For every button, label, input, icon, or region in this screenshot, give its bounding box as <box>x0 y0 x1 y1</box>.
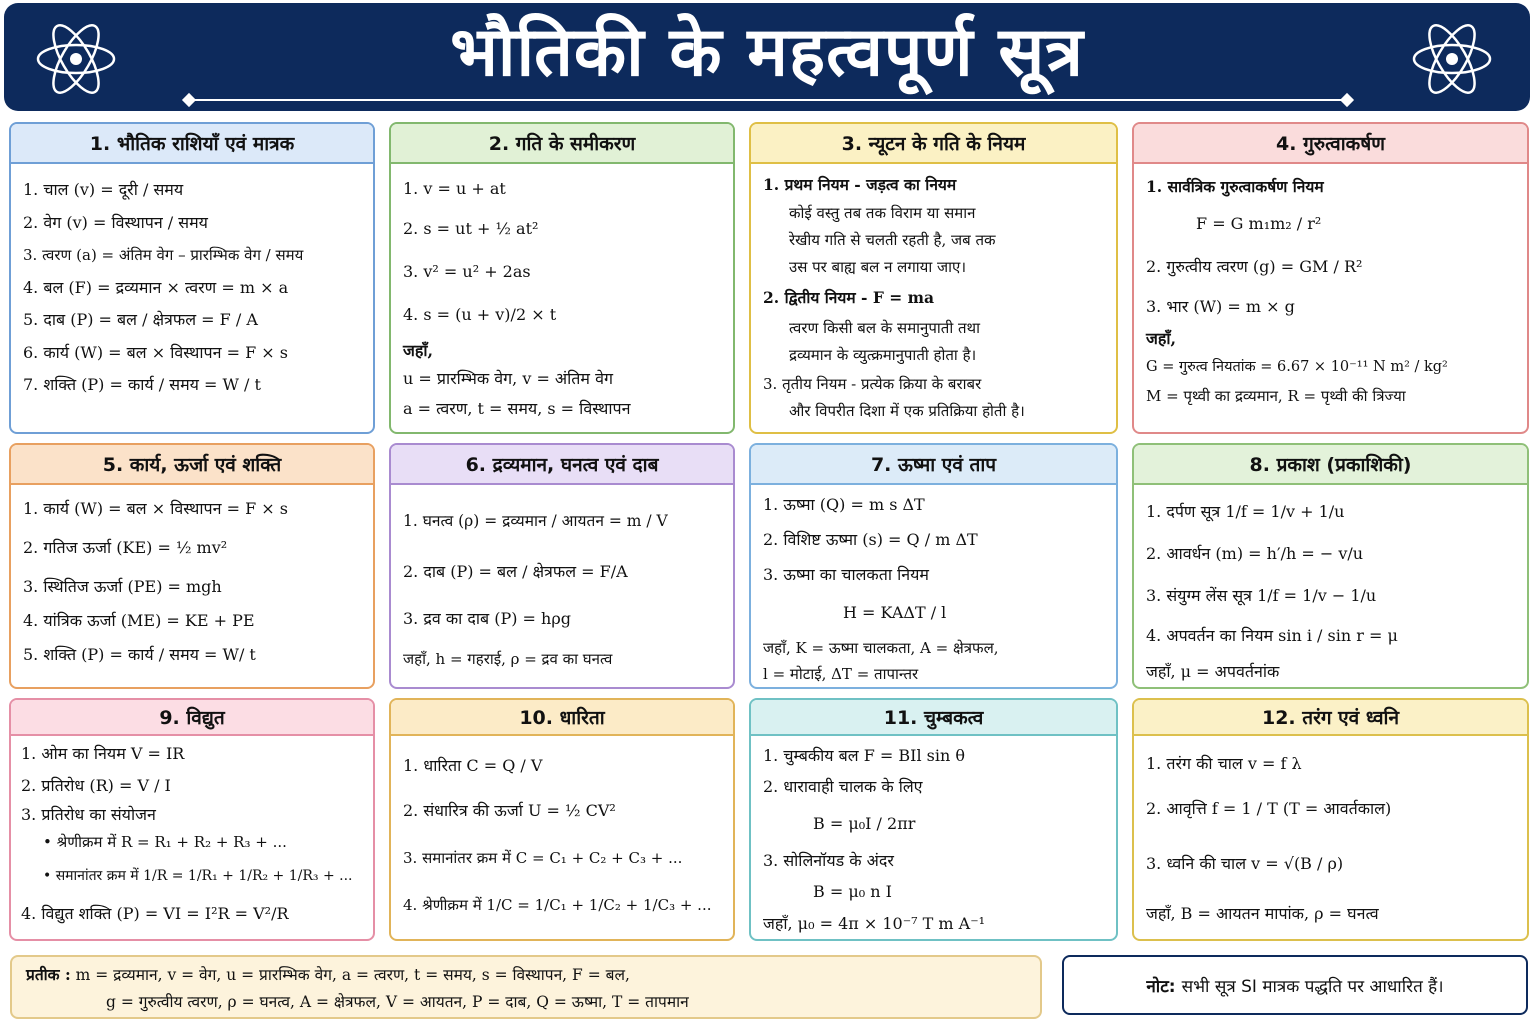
formula-line: जहाँ, μ = अपवर्तनांक <box>1146 662 1280 681</box>
formula-line: 1. चुम्बकीय बल F = BIl sin θ <box>763 746 966 765</box>
symbols-line: m = द्रव्यमान, v = वेग, u = प्रारम्भिक वेग, a = त्वरण, t = समय, s = विस्थापन, F = बल, <box>75 966 630 984</box>
formula-line: 2. आवर्धन (m) = h′/h = − v/u <box>1146 544 1364 563</box>
card-gravitation <box>1132 122 1529 434</box>
page-title: भौतिकी के महत्वपूर्ण सूत्र <box>450 13 1084 92</box>
formula-line: जहाँ, B = आयतन मापांक, ρ = घनत्व <box>1146 904 1379 923</box>
formula-line: 3. प्रतिरोध का संयोजन <box>21 805 156 824</box>
formula-line: 4. यांत्रिक ऊर्जा (ME) = KE + PE <box>23 611 255 630</box>
symbols-label: प्रतीक : <box>26 965 71 984</box>
formula-line: H = KAΔT / l <box>843 603 947 622</box>
card-title: 8. प्रकाश (प्रकाशिकी) <box>1134 445 1527 485</box>
formula-line: जहाँ, h = गहराई, ρ = द्रव का घनत्व <box>403 650 613 668</box>
formula-line: 3. v² = u² + 2as <box>403 262 531 281</box>
law-text: त्वरण किसी बल के समानुपाती तथा <box>789 319 981 337</box>
card-title: 6. द्रव्यमान, घनत्व एवं दाब <box>391 445 733 485</box>
card-magnetism <box>749 698 1118 941</box>
formula-line: 4. s = (u + v)/2 × t <box>403 305 557 324</box>
symbols-legend <box>10 955 1042 1019</box>
card-physical-quantities <box>9 122 375 434</box>
formula-line: 1. v = u + at <box>403 179 506 198</box>
law-heading: 1. प्रथम नियम - जड़त्व का नियम <box>763 175 957 194</box>
formula-line: 1. घनत्व (ρ) = द्रव्यमान / आयतन = m / V <box>403 512 668 530</box>
formula-line: जहाँ, μ₀ = 4π × 10⁻⁷ T m A⁻¹ <box>763 914 986 933</box>
card-title: 3. न्यूटन के गति के नियम <box>751 124 1116 164</box>
formula-line: 2. गतिज ऊर्जा (KE) = ½ mv² <box>23 538 228 557</box>
formula-line: M = पृथ्वी का द्रव्यमान, R = पृथ्वी की त्रिज्या <box>1146 387 1406 405</box>
card-title: 12. तरंग एवं ध्वनि <box>1134 700 1527 736</box>
formula-line: 2. आवृत्ति f = 1 / T (T = आवर्तकाल) <box>1146 799 1392 818</box>
formula-line: 4. बल (F) = द्रव्यमान × त्वरण = m × a <box>23 277 289 297</box>
formula-line: B = μ₀ n I <box>813 882 892 901</box>
title-underline <box>188 99 1346 101</box>
card-mass-density-pressure <box>389 443 735 689</box>
formula-line: • समानांतर क्रम में 1/R = 1/R₁ + 1/R₂ + 1/R₃ + ... <box>43 868 353 884</box>
law-text: और विपरीत दिशा में एक प्रतिक्रिया होती है। <box>789 402 1025 420</box>
card-newton-laws <box>749 122 1118 434</box>
formula-line: l = मोटाई, ΔT = तापान्तर <box>763 665 919 683</box>
formula-line: 3. ऊष्मा का चालकता नियम <box>763 565 929 584</box>
formula-line: G = गुरुत्व नियतांक = 6.67 × 10⁻¹¹ N m² / kg² <box>1146 359 1448 375</box>
formula-line: 7. शक्ति (P) = कार्य / समय = W / t <box>23 375 261 394</box>
formula-line: 3. त्वरण (a) = अंतिम वेग – प्रारम्भिक वेग / समय <box>23 246 304 264</box>
law-heading: 2. द्वितीय नियम - F = ma <box>763 288 935 307</box>
formula-line: 2. प्रतिरोध (R) = V / I <box>21 776 171 795</box>
formula-line: 1. तरंग की चाल v = f λ <box>1146 754 1302 773</box>
formula-line: 3. ध्वनि की चाल v = √(B / ρ) <box>1146 854 1344 873</box>
where-label: जहाँ, <box>1146 329 1177 348</box>
card-title: 7. ऊष्मा एवं ताप <box>751 445 1116 485</box>
formula-line: 1. धारिता C = Q / V <box>403 756 543 775</box>
formula-line: 2. संधारित्र की ऊर्जा U = ½ CV² <box>403 801 616 820</box>
underline-left-dot <box>182 93 196 107</box>
formula-line: 2. दाब (P) = बल / क्षेत्रफल = F/A <box>403 562 628 581</box>
formula-line: 3. स्थितिज ऊर्जा (PE) = mgh <box>23 577 222 596</box>
formula-line: 2. वेग (v) = विस्थापन / समय <box>23 212 208 232</box>
formula-line: 2. धारावाही चालक के लिए <box>763 777 923 796</box>
card-title: 10. धारिता <box>391 700 733 736</box>
card-equations-of-motion <box>389 122 735 434</box>
law-text: उस पर बाह्य बल न लगाया जाए। <box>789 258 967 276</box>
formula-line: 2. गुरुत्वीय त्वरण (g) = GM / R² <box>1146 257 1363 276</box>
law-text: रेखीय गति से चलती रहती है, जब तक <box>789 231 996 249</box>
note-text: सभी सूत्र SI मात्रक पद्धति पर आधारित हैं। <box>1181 976 1444 997</box>
formula-line: 3. संयुग्म लेंस सूत्र 1/f = 1/v − 1/u <box>1146 586 1377 605</box>
symbols-line: g = गुरुत्वीय त्वरण, ρ = घनत्व, A = क्षेत्रफल, V = आयतन, P = दाब, Q = ऊष्मा, T = तापमान <box>106 993 689 1011</box>
formula-line: 3. समानांतर क्रम में C = C₁ + C₂ + C₃ + ... <box>403 849 683 867</box>
card-waves-sound <box>1132 698 1529 941</box>
card-heat-temperature <box>749 443 1118 689</box>
note-label: नोट: <box>1146 976 1176 997</box>
card-work-energy-power <box>9 443 375 689</box>
formula-line: a = त्वरण, t = समय, s = विस्थापन <box>403 399 631 418</box>
formula-line: • श्रेणीक्रम में R = R₁ + R₂ + R₃ + ... <box>43 833 287 851</box>
law-heading: 3. तृतीय नियम - प्रत्येक क्रिया के बराबर <box>763 375 982 393</box>
formula-line: जहाँ, K = ऊष्मा चालकता, A = क्षेत्रफल, <box>763 639 999 657</box>
card-title: 9. विद्युत <box>11 700 373 736</box>
formula-line: 1. कार्य (W) = बल × विस्थापन = F × s <box>23 499 288 518</box>
underline-right-dot <box>1340 93 1354 107</box>
formula-line: u = प्रारम्भिक वेग, v = अंतिम वेग <box>403 369 613 388</box>
card-capacitance <box>389 698 735 941</box>
card-electricity <box>9 698 375 941</box>
formula-line: 3. सोलिनॉयड के अंदर <box>763 851 894 870</box>
atom-icon <box>1410 17 1494 101</box>
formula-line: 1. चाल (v) = दूरी / समय <box>23 180 184 199</box>
formula-line: 1. सार्वत्रिक गुरुत्वाकर्षण नियम <box>1146 177 1324 196</box>
law-text: कोई वस्तु तब तक विराम या समान <box>789 204 976 222</box>
formula-line: B = μ₀I / 2πr <box>813 814 916 833</box>
formula-line: 2. s = ut + ½ at² <box>403 219 539 238</box>
card-title: 11. चुम्बकत्व <box>751 700 1116 736</box>
formula-line: 4. अपवर्तन का नियम sin i / sin r = μ <box>1146 626 1398 645</box>
card-title: 4. गुरुत्वाकर्षण <box>1134 124 1527 164</box>
formula-line: 4. विद्युत शक्ति (P) = VI = I²R = V²/R <box>21 904 289 923</box>
formula-line: 3. भार (W) = m × g <box>1146 297 1295 316</box>
card-title: 1. भौतिक राशियाँ एवं मात्रक <box>11 124 373 164</box>
where-label: जहाँ, <box>403 341 434 360</box>
formula-line: 5. दाब (P) = बल / क्षेत्रफल = F / A <box>23 310 258 329</box>
formula-line: 1. ऊष्मा (Q) = m s ΔT <box>763 495 925 514</box>
page-header <box>4 3 1530 111</box>
card-light-optics <box>1132 443 1529 689</box>
note-box <box>1062 955 1528 1015</box>
formula-line: 1. ओम का नियम V = IR <box>21 744 185 763</box>
law-text: द्रव्यमान के व्युत्क्रमानुपाती होता है। <box>789 346 977 364</box>
formula-line: 5. शक्ति (P) = कार्य / समय = W/ t <box>23 645 256 664</box>
card-title: 5. कार्य, ऊर्जा एवं शक्ति <box>11 445 373 485</box>
formula-line: 4. श्रेणीक्रम में 1/C = 1/C₁ + 1/C₂ + 1/C₃ + ... <box>403 896 712 914</box>
card-title: 2. गति के समीकरण <box>391 124 733 164</box>
formula-line: F = G m₁m₂ / r² <box>1196 214 1322 233</box>
formula-line: 2. विशिष्ट ऊष्मा (s) = Q / m ΔT <box>763 530 978 549</box>
formula-line: 6. कार्य (W) = बल × विस्थापन = F × s <box>23 342 288 362</box>
formula-line: 3. द्रव का दाब (P) = hρg <box>403 609 571 628</box>
formula-line: 1. दर्पण सूत्र 1/f = 1/v + 1/u <box>1146 502 1345 521</box>
